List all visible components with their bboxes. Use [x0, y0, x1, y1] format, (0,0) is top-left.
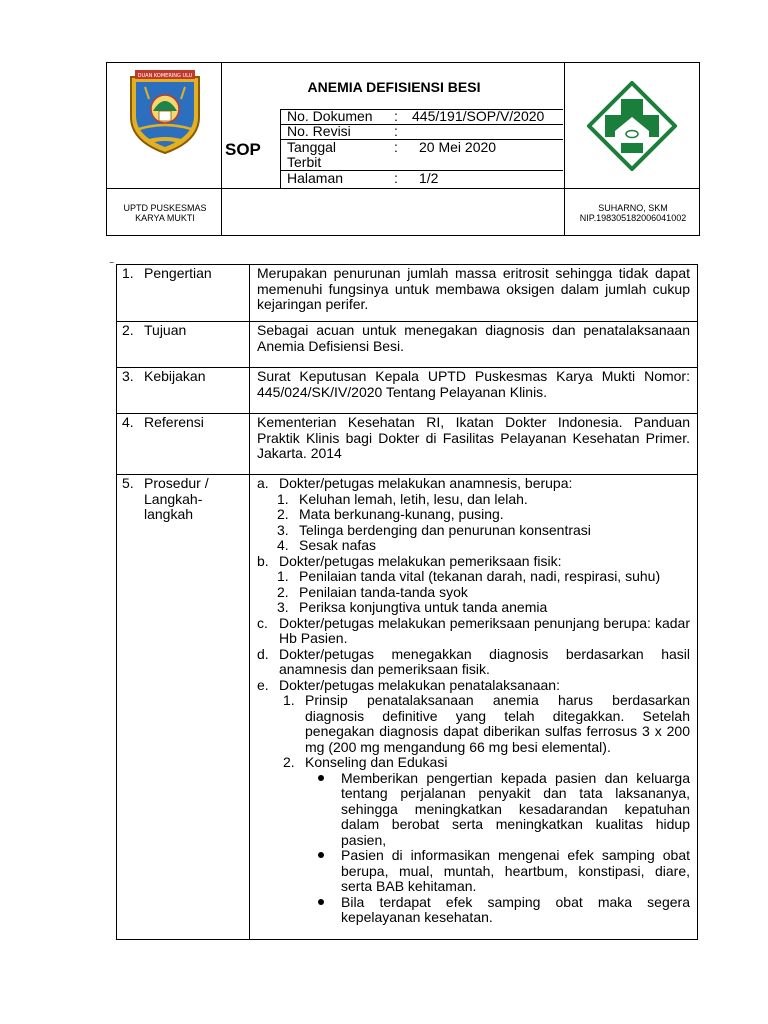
list-item: 2. Penilaian tanda-tanda syok — [277, 585, 690, 601]
item-text: Sesak nafas — [299, 537, 377, 553]
section-row-pengertian — [117, 265, 698, 322]
info-value: 20 Mei 2020 — [419, 139, 497, 155]
section-number: 4. — [122, 414, 134, 430]
bullet-item — [313, 848, 690, 895]
item-text: Keluhan lemah, letih, lesu, dan lelah. — [299, 490, 528, 507]
header-divider — [280, 109, 281, 188]
step-text: Dokter/petugas melakukan pemeriksaan fisik: — [279, 552, 562, 569]
section-label-line: Prosedur / — [144, 475, 209, 491]
list-item: 2. Mata berkunang-kunang, pusing. — [277, 507, 690, 523]
head-name: SUHARNO, SKM — [598, 203, 668, 213]
org-line: UPTD PUSKESMAS — [123, 203, 207, 213]
item-text: Telinga berdenging dan penurunan konsentrasi — [299, 521, 591, 538]
stray-mark: ‾ — [110, 262, 114, 273]
bullet-dot-icon — [318, 775, 324, 781]
section-label-cell — [117, 322, 250, 368]
step-marker: d. — [257, 645, 269, 662]
section-label: Referensi — [144, 414, 204, 430]
section-label-line: langkah — [144, 506, 194, 522]
section-text: Kementerian Kesehatan RI, Ikatan Dokter Indonesia. Panduan Praktik Klinis bagi Dokter di Fasilitas Pelayanan Kesehatan Primer. Jakarta. 2014 — [250, 414, 698, 475]
section-number: 3. — [122, 368, 134, 384]
section-label: Kebijakan — [144, 368, 206, 384]
item-text: Penilaian tanda-tanda syok — [299, 583, 468, 600]
step-marker: a. — [257, 475, 269, 491]
section-row-tujuan — [117, 322, 698, 368]
section-text: Sebagai acuan untuk menegakan diagnosis dan penatalaksanaan Anemia Defisiensi Besi. — [250, 322, 698, 368]
info-colon: : — [394, 123, 398, 139]
section-number: 2. — [122, 322, 134, 338]
section-label — [144, 476, 209, 523]
bullet-text: Pasien di informasikan mengenai efek samping obat berupa, mual, muntah, heartbum, konstipasi, diare, serta BAB kehitaman. — [341, 847, 690, 894]
list-item: 1. Prinsip penatalaksanaan anemia harus berdasarkan diagnosis definitive yang telah ditegakkan. Setelah penegakan diagnosis dapat diberikan sulfas ferrosus 3 x 200 mg (200 mg mengandung 66 mg besi elemental). — [283, 692, 690, 755]
info-label: Halaman — [287, 170, 344, 186]
procedure-step — [257, 616, 690, 647]
sop-label: SOP — [225, 140, 261, 159]
section-text: Surat Keputusan Kepala UPTD Puskesmas Karya Mukti Nomor: 445/024/SK/IV/2020 Tentang Pelayanan Klinis. — [250, 368, 698, 414]
bullet-item — [313, 895, 690, 926]
regency-emblem-logo — [125, 69, 205, 155]
bullet-text: Bila terdapat efek samping obat maka segera kepelayanan kesehatan. — [341, 893, 690, 925]
item-text: Prinsip penatalaksanaan anemia harus berdasarkan diagnosis definitive yang telah ditegakkan. Setelah penegakan diagnosis dapat diberikan sulfas ferrosus 3 x 200 mg (200 mg mengandung 66 mg besi elemental). — [305, 692, 690, 755]
section-number: 1. — [122, 265, 134, 281]
section-label: Pengertian — [144, 265, 212, 281]
step-text: Dokter/petugas melakukan pemeriksaan penunjang berupa: kadar Hb Pasien. — [279, 614, 690, 646]
list-item: 3. Telinga berdenging dan penurunan konsentrasi — [277, 523, 690, 539]
procedure-step — [257, 647, 690, 678]
document-title: ANEMIA DEFISIENSI BESI — [307, 79, 481, 95]
procedure-substeps — [257, 693, 690, 926]
step-text: Dokter/petugas melakukan penatalaksanaan: — [279, 676, 560, 693]
bullet-dot-icon — [318, 852, 324, 858]
puskesmas-logo — [587, 81, 677, 171]
sop-content-table — [116, 264, 698, 940]
info-label: No. Dokumen — [287, 108, 373, 124]
procedure-step — [257, 554, 690, 570]
procedure-step — [257, 678, 690, 694]
step-marker: c. — [257, 614, 268, 631]
sop-header-box — [106, 62, 700, 236]
step-text: Dokter/petugas menegakkan diagnosis berdasarkan hasil anamnesis dan pemeriksaan fisik. — [279, 645, 690, 677]
section-row-kebijakan — [117, 368, 698, 414]
section-label-line: Langkah- — [144, 490, 203, 507]
info-label: No. Revisi — [287, 123, 351, 139]
info-value: 1/2 — [419, 170, 439, 186]
section-row-prosedur — [117, 475, 698, 940]
section-label-cell — [117, 368, 250, 414]
section-label-cell — [117, 475, 250, 940]
step-marker: e. — [257, 676, 269, 693]
procedure-step — [257, 476, 690, 492]
item-text: Periksa konjungtiva untuk tanda anemia — [299, 599, 548, 615]
section-label-cell — [117, 414, 250, 475]
procedure-steps — [250, 475, 698, 940]
list-item: 1. Keluhan lemah, letih, lesu, dan lelah. — [277, 492, 690, 508]
list-item: 2. Konseling dan Edukasi — [283, 755, 690, 771]
procedure-list — [257, 476, 690, 926]
procedure-substeps — [257, 569, 690, 616]
head-nip: NIP.198305182006041002 — [579, 213, 687, 223]
info-colon: : — [394, 170, 398, 186]
section-text: Merupakan penurunan jumlah massa eritrosit sehingga tidak dapat memenuhi fungsinya untuk membawa oksigen dalam jumlah cukup kejaringan perifer. — [250, 265, 698, 322]
item-text: Konseling dan Edukasi — [305, 754, 448, 770]
list-item: 4. Sesak nafas — [277, 538, 690, 554]
list-item: 1. Penilaian tanda vital (tekanan darah, nadi, respirasi, suhu) — [277, 569, 690, 585]
step-text: Dokter/petugas melakukan anamnesis, berupa: — [279, 475, 573, 491]
logo-lettering: DUAN KOMERING ULU — [137, 73, 193, 79]
bullet-group — [283, 771, 690, 926]
bullet-item — [313, 771, 690, 849]
section-row-referensi — [117, 414, 698, 475]
info-colon: : — [394, 108, 398, 124]
list-item: 3. Periksa konjungtiva untuk tanda anemia — [277, 600, 690, 616]
info-label: Tanggal — [287, 139, 337, 155]
info-label: Terbit — [287, 154, 322, 170]
item-text: Mata berkunang-kunang, pusing. — [299, 506, 504, 522]
section-label-cell — [117, 265, 250, 322]
bullet-text: Memberikan pengertian kepada pasien dan keluarga tentang perjalanan penyakit dan tata laksananya, sehingga meningkatkan kesadarandan kepatuhan dalam berobat serta meningkatkan kualitas hidup pasien, — [341, 769, 690, 848]
info-colon: : — [394, 139, 398, 155]
organization-name — [107, 203, 223, 223]
section-label: Tujuan — [144, 322, 187, 338]
info-value: 445/191/SOP/V/2020 — [412, 108, 545, 124]
procedure-substeps — [257, 492, 690, 554]
header-divider — [107, 188, 699, 189]
item-text: Penilaian tanda vital (tekanan darah, nadi, respirasi, suhu) — [299, 568, 661, 584]
section-number: 5. — [122, 475, 134, 491]
head-signature-block — [565, 203, 701, 223]
bullet-dot-icon — [318, 899, 324, 905]
step-marker: b. — [257, 552, 269, 569]
org-line: KARYA MUKTI — [135, 213, 195, 223]
